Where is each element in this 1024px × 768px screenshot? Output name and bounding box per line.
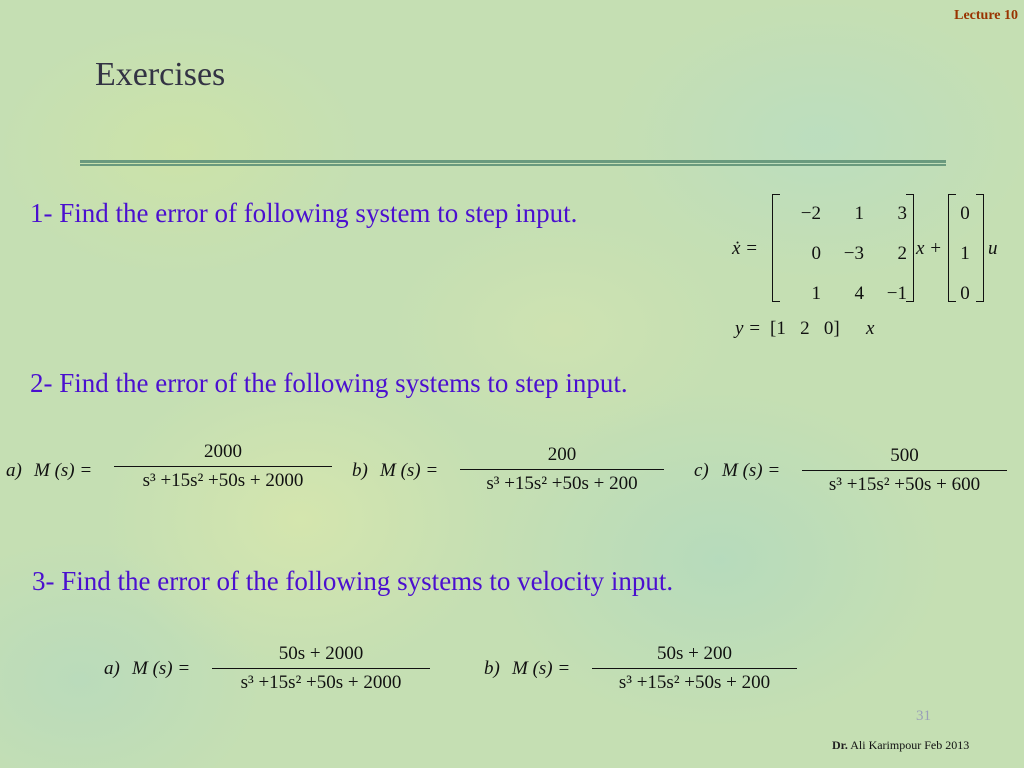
exercise-2-text: 2- Find the error of the following systems to step input. (30, 368, 628, 398)
vel-a-denominator: s³ +15s² +50s + 2000 (240, 672, 402, 693)
u-label: u (988, 238, 998, 259)
x-plus-label: x + (916, 238, 943, 259)
vel-b-denominator: s³ +15s² +50s + 200 (618, 672, 771, 693)
matrix-b (948, 194, 984, 302)
step-b-fraction (460, 443, 664, 496)
matrix-a-cell: −2 (800, 203, 821, 224)
title-divider (80, 160, 946, 166)
matrix-a-cell: 1 (854, 203, 864, 224)
step-b-numerator: 200 (547, 444, 577, 465)
step-b-denominator: s³ +15s² +50s + 200 (486, 473, 638, 494)
xdot-label: ẋ = (732, 238, 759, 259)
exercise-3-text: 3- Find the error of the following systems to velocity input. (32, 566, 674, 596)
lecture-label: Lecture 10 (954, 8, 1018, 23)
step-c-denominator: s³ +15s² +50s + 600 (828, 474, 981, 495)
page-number: 31 (916, 708, 931, 724)
matrix-a-cell: 1 (811, 283, 821, 304)
step-a-label: a) (6, 460, 22, 481)
step-b-label: b) (352, 460, 368, 481)
output-x: x (866, 318, 875, 339)
matrix-a-cell: 2 (897, 243, 907, 264)
vel-a-numerator: 50s + 2000 (278, 643, 364, 664)
step-c-label: c) (694, 460, 709, 481)
vel-b-lhs: M (s) = (512, 658, 571, 679)
vel-a-lhs: M (s) = (132, 658, 191, 679)
step-c-lhs: M (s) = (722, 460, 781, 481)
output-c-matrix: [1 2 0] (770, 318, 840, 339)
matrix-a-cell: −3 (843, 243, 864, 264)
matrix-b-cell: 0 (960, 203, 970, 224)
step-c-fraction (802, 444, 1007, 497)
matrix-a-cell: −1 (886, 283, 907, 304)
vel-b-numerator: 50s + 200 (656, 643, 733, 664)
footer-date: Feb 2013 (924, 738, 970, 752)
step-b-lhs: M (s) = (380, 460, 439, 481)
step-a-fraction (114, 440, 332, 493)
matrix-a-cell: 3 (897, 203, 907, 224)
footer-dr: Dr. (832, 738, 848, 752)
matrix-a-cell: 0 (811, 243, 821, 264)
vel-b-fraction (592, 642, 797, 695)
exercise-1-text: 1- Find the error of following system to step input. (30, 198, 578, 228)
matrix-b-cell: 1 (960, 243, 970, 264)
output-lhs: y = (735, 318, 762, 339)
step-a-lhs: M (s) = (34, 460, 93, 481)
footer-author: Ali Karimpour (850, 738, 922, 752)
step-c-numerator: 500 (890, 445, 919, 466)
step-a-denominator: s³ +15s² +50s + 2000 (142, 470, 304, 491)
matrix-a-cell: 4 (854, 283, 864, 304)
matrix-b-cell: 0 (960, 283, 970, 304)
vel-a-label: a) (104, 658, 120, 679)
slide-title: Exercises (95, 56, 226, 93)
vel-b-label: b) (484, 658, 500, 679)
matrix-a (772, 194, 914, 302)
footer-credit (832, 738, 969, 753)
vel-a-fraction (212, 642, 430, 695)
step-a-numerator: 2000 (204, 441, 242, 462)
